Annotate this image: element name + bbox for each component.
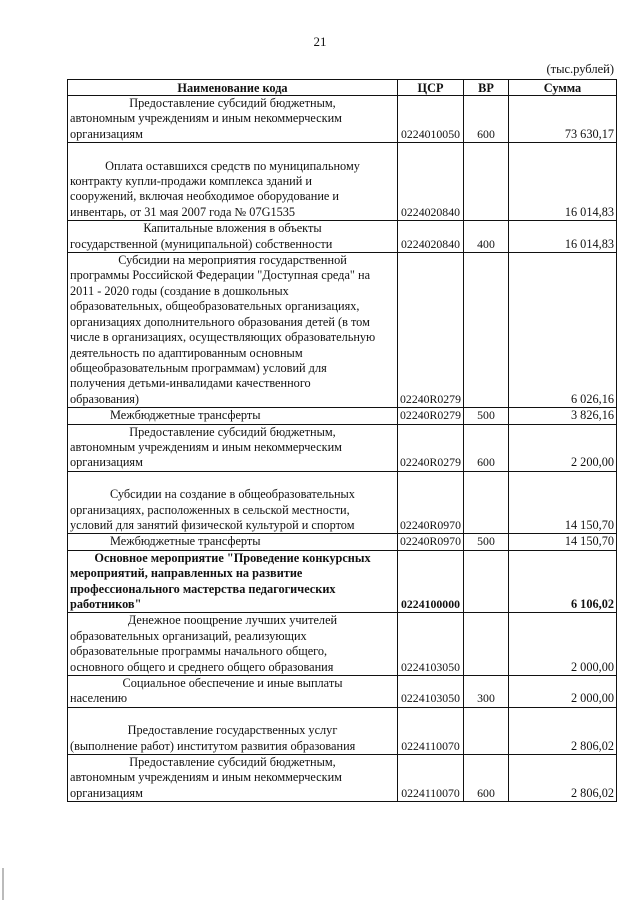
page-number: 21 — [313, 34, 327, 49]
cell-sum: 2 806,02 — [509, 755, 617, 802]
cell-name-line: программы Российской Федерации "Доступная среда" на — [70, 268, 371, 283]
table-row — [68, 253, 617, 408]
cell-sum: 6 106,02 — [509, 550, 617, 613]
table-row — [68, 96, 617, 143]
cell-name-line: получения детьми-инвалидами качественного — [70, 376, 311, 391]
table-row — [68, 424, 617, 471]
cell-sum: 14 150,70 — [509, 534, 617, 550]
cell-vr — [464, 143, 509, 221]
table-row — [68, 707, 617, 754]
cell-name-line: населению — [70, 691, 128, 706]
cell-name — [68, 221, 398, 253]
cell-name — [68, 253, 398, 408]
cell-name-line: деятельность по адаптированным основным — [70, 345, 303, 360]
cell-name-line — [70, 143, 73, 157]
cell-name-line: организациям — [70, 455, 143, 470]
cell-name-line: Межбюджетные трансферты — [110, 408, 261, 423]
cell-name-line: Предоставление государственных услуг — [127, 723, 338, 738]
cell-name-line: (выполнение работ) институтом развития образования — [70, 738, 356, 753]
table-row — [68, 471, 617, 534]
cell-name — [68, 707, 398, 754]
cell-csr: 0224020840 — [398, 143, 464, 221]
cell-name-line: инвентарь, от 31 мая 2007 года № 07G1535 — [70, 204, 296, 219]
cell-name-line: организациях дополнительного образования детей (в том — [70, 314, 370, 329]
cell-name-line: организациям — [70, 126, 143, 141]
cell-name — [68, 471, 398, 534]
cell-vr — [464, 550, 509, 613]
cell-vr: 300 — [464, 676, 509, 708]
table-row — [68, 534, 617, 550]
cell-name — [68, 676, 398, 708]
table-row — [68, 221, 617, 253]
cell-name-line: Оплата оставшихся средств по муниципальному — [105, 158, 360, 173]
cell-vr: 400 — [464, 221, 509, 253]
cell-name-line: работников" — [70, 597, 142, 611]
table-row — [68, 676, 617, 708]
cell-name-line: сооружений, включая необходимое оборудование и — [70, 189, 340, 204]
cell-csr: 0224020840 — [398, 221, 464, 253]
cell-name-line: Предоставление субсидий бюджетным, — [129, 424, 336, 439]
cell-name — [68, 424, 398, 471]
cell-name — [68, 408, 398, 424]
cell-vr — [464, 613, 509, 676]
cell-name-line: образовательных, общеобразовательных организациях, — [70, 299, 360, 314]
cell-name-line: организациях, расположенных в сельской местности, — [70, 502, 350, 517]
cell-name-line — [70, 708, 73, 722]
cell-vr: 600 — [464, 96, 509, 143]
cell-name-line: Основное мероприятие "Проведение конкурсных — [94, 550, 371, 565]
unit-note: (тыс.рублей) — [546, 62, 614, 76]
cell-name-line: мероприятий, направленных на развитие — [70, 566, 303, 581]
table-row — [68, 755, 617, 802]
cell-csr: 02240R0970 — [398, 534, 464, 550]
cell-name — [68, 534, 398, 550]
cell-name-line: образовательных организаций, реализующих — [70, 628, 307, 643]
cell-vr: 600 — [464, 424, 509, 471]
cell-name-line: числе в организациях, осуществляющих образовательную — [70, 330, 376, 345]
table-row — [68, 143, 617, 221]
cell-csr: 0224110070 — [398, 755, 464, 802]
table-header-row — [68, 80, 617, 96]
header-csr: ЦСР — [398, 80, 464, 96]
cell-sum: 2 200,00 — [509, 424, 617, 471]
cell-sum: 6 026,16 — [509, 253, 617, 408]
cell-name-line: государственной (муниципальной) собственности — [70, 236, 333, 251]
cell-name-line: Предоставление субсидий бюджетным, — [129, 755, 336, 770]
cell-sum: 2 806,02 — [509, 707, 617, 754]
cell-vr — [464, 471, 509, 534]
table-row — [68, 613, 617, 676]
cell-name-line: 2011 - 2020 годы (создание в дошкольных — [70, 283, 289, 298]
cell-sum: 2 000,00 — [509, 613, 617, 676]
cell-csr: 02240R0970 — [398, 471, 464, 534]
cell-name-line: Социальное обеспечение и иные выплаты — [122, 676, 343, 691]
cell-sum: 16 014,83 — [509, 143, 617, 221]
header-sum: Сумма — [509, 80, 617, 96]
cell-csr: 02240R0279 — [398, 408, 464, 424]
cell-name — [68, 96, 398, 143]
cell-name-line — [70, 472, 73, 486]
cell-csr: 0224103050 — [398, 613, 464, 676]
cell-name-line: Предоставление субсидий бюджетным, — [129, 96, 336, 110]
cell-csr: 02240R0279 — [398, 424, 464, 471]
cell-name-line: Межбюджетные трансферты — [110, 534, 261, 549]
table-row — [68, 408, 617, 424]
header-vr: ВР — [464, 80, 509, 96]
cell-name-line: основного общего и среднего общего образования — [70, 659, 334, 674]
cell-name-line: профессионального мастерства педагогических — [70, 581, 336, 596]
cell-name-line: Субсидии на мероприятия государственной — [118, 253, 347, 268]
cell-vr: 500 — [464, 408, 509, 424]
cell-name-line: Капитальные вложения в объекты — [143, 221, 322, 236]
cell-name — [68, 143, 398, 221]
cell-name-line: Субсидии на создание в общеобразовательных — [110, 487, 355, 502]
cell-name — [68, 755, 398, 802]
cell-name-line: образовательные программы начального общего, — [70, 644, 328, 659]
cell-vr: 600 — [464, 755, 509, 802]
header-name: Наименование кода — [68, 80, 398, 96]
cell-name-line: автономным учреждениям и иным некоммерческим — [70, 439, 342, 454]
cell-csr: 0224110070 — [398, 707, 464, 754]
scan-edge-mark — [2, 868, 4, 900]
cell-name-line: автономным учреждениям и иным некоммерческим — [70, 111, 342, 126]
cell-name-line: организациям — [70, 785, 143, 800]
cell-sum: 16 014,83 — [509, 221, 617, 253]
cell-csr: 0224010050 — [398, 96, 464, 143]
cell-name-line: условий для занятий физической культурой и спортом — [70, 517, 355, 532]
cell-vr: 500 — [464, 534, 509, 550]
cell-csr: 02240R0279 — [398, 253, 464, 408]
cell-vr — [464, 707, 509, 754]
cell-csr: 0224103050 — [398, 676, 464, 708]
budget-table — [67, 79, 617, 802]
cell-name-line: контракту купли-продажи комплекса зданий и — [70, 174, 312, 189]
cell-sum: 73 630,17 — [509, 96, 617, 143]
cell-name-line: образования) — [70, 391, 139, 406]
cell-name-line: общеобразовательным программам) условий для — [70, 360, 327, 375]
table-row — [68, 550, 617, 613]
cell-name — [68, 550, 398, 613]
cell-csr: 0224100000 — [398, 550, 464, 613]
table-body — [68, 96, 617, 802]
cell-sum: 3 826,16 — [509, 408, 617, 424]
cell-sum: 14 150,70 — [509, 471, 617, 534]
cell-sum: 2 000,00 — [509, 676, 617, 708]
cell-name-line: автономным учреждениям и иным некоммерческим — [70, 770, 342, 785]
cell-name — [68, 613, 398, 676]
cell-vr — [464, 253, 509, 408]
cell-name-line: Денежное поощрение лучших учителей — [127, 613, 338, 628]
